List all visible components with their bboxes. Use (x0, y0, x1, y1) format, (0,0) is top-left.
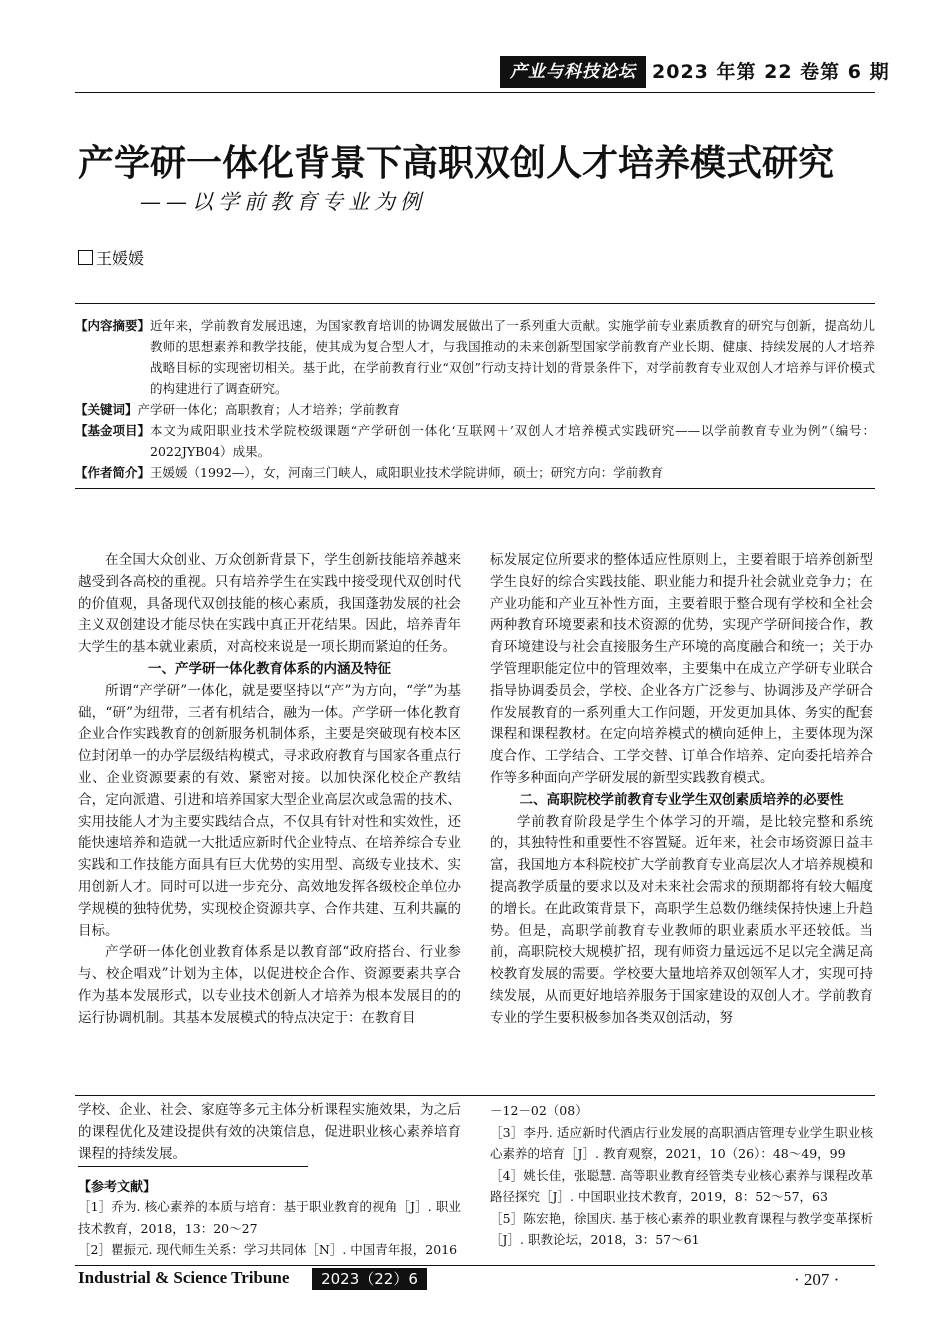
author-bio-text: 王媛媛（1992—），女，河南三门峡人，咸阳职业技术学院讲师，硕士；研究方向：学前教育 (150, 465, 664, 480)
body-left-column (78, 550, 461, 1030)
references-left (78, 1196, 461, 1261)
reference-item: ［1］乔为. 核心素养的本质与培育：基于职业教育的视角［J］. 职业技术教育，2018，13：20～27 (78, 1199, 461, 1236)
article-subtitle: ——以学前教育专业为例 (140, 190, 426, 214)
keywords-label: 【关键词】 (75, 402, 138, 417)
body-paragraph: 所谓“产学研”一体化，就是要坚持以“产”为方向，“学”为基础，“研”为纽带，三者有机结合，融为一体。产学研一体化教育企业合作实践教育的创新服务机制体系，主要是突破现有校本区位封闭单一的办学层级结构模式，寻求政府教育与国家各重点行业、企业资源要素的有效、紧密对接。以加快深化校企产教结合，定向派遣、引进和培养国家大型企业高层次或急需的技术、实用技能人才为主要实践结合点，不仅具有针对性和实效性，还能快速培养和造就一大批适应新时代企业特点、在培养综合专业实践和工作技能方面具有巨大优势的实用型、高级专业技术、实用创新人才。同时可以进一步充分、高效地发挥各级校企单位办学规模的独特优势，实现校企资源共享、合作共建、互利共赢的目标。 (78, 682, 461, 939)
body-paragraph: 学前教育阶段是学生个体学习的开端，是比较完整和系统的，其独特性和重要性不容置疑。近年来，社会市场资源日益丰富，我国地方本科院校扩大学前教育专业高层次人才培养规模和提高教学质量的要求以及对未来社会需求的预期都将有较大幅度的增长。在此政策背景下，高职学生总数仍继续保持快速上升趋势。但是，高职学前教育专业教师的职业素质水平还较低。当前，高职院校大规模扩招，现有师资力量远远不足以完全满足高校教育发展的需要。学校要大量地培养双创领军人才，实现可持续发展，从而更好地培养服务于国家建设的双创人才。学前教育专业的学生要积极参加各类双创活动，努 (490, 813, 873, 1026)
body-paragraph: 产学研一体化创业教育体系是以教育部“政府搭台、行业参与、校企唱戏”计划为主体，以促进校企合作、资源要素共享合作为基本发展形式，以专业技术创新人才培养为根本发展目的的运行协调机制。其基本发展模式的特点决定于：在教育目 (78, 944, 461, 1026)
section-heading-2: 二、高职院校学前教育专业学生双创素质培养的必要性 (519, 791, 844, 808)
continued-text (78, 1100, 461, 1165)
issue-label: 2023 年第 22 卷第 6 期 (652, 61, 890, 83)
body-right-column (490, 550, 873, 1030)
section-divider (75, 1095, 875, 1096)
fund-label: 【基金项目】 (75, 423, 151, 438)
author-name: 王媛媛 (96, 249, 145, 268)
meta-top-rule (75, 303, 875, 304)
references-right (490, 1100, 873, 1251)
reference-item: ［3］李丹. 适应新时代酒店行业发展的高职酒店管理专业学生职业核心素养的培育［J］. 教育观察，2021，10（26）：48～49，99 (490, 1124, 873, 1161)
body-paragraph: 在全国大众创业、万众创新背景下，学生创新技能培养越来越受到各高校的重视。只有培养学生在实践中接受现代双创时代的价值观，具备现代双创技能的核心素质，我国蓬勃发展的社会主义双创建设才能尽快在实践中真正开花结果。因此，培养青年大学生的基本就业素质，对高校来说是一项长期而紧迫的任务。 (78, 552, 461, 656)
fund-row (75, 420, 875, 462)
references-title: 【参考文献】 (78, 1180, 157, 1195)
author-bio-row (75, 462, 875, 483)
abstract-label: 【内容摘要】 (75, 318, 151, 333)
author-line (78, 246, 144, 269)
keywords-row (75, 399, 875, 420)
footer-issue-box: 2023（22）6 (312, 1268, 427, 1290)
references-rule (78, 1166, 308, 1167)
author-bio-label: 【作者简介】 (75, 465, 151, 480)
body-paragraph: 学校、企业、社会、家庭等多元主体分析课程实施效果，为之后的课程优化及建设提供有效的决策信息，促进职业核心素养培育课程的持续发展。 (78, 1102, 461, 1162)
reference-item: ［2］瞿振元. 现代师生关系：学习共同体［N］. 中国青年报，2016 (78, 1242, 458, 1257)
footer-rule (75, 1265, 875, 1266)
journal-name-cn: 产业与科技论坛 (500, 56, 646, 88)
reference-item: ［5］陈宏艳，徐国庆. 基于核心素养的职业教育课程与教学变革探析［J］. 职教论坛，2018，3：57～61 (490, 1210, 873, 1247)
abstract-text: 近年来，学前教育发展迅速，为国家教育培训的协调发展做出了一系列重大贡献。实施学前专业素质教育的研究与创新，提高幼儿教师的思想素养和教学技能，使其成为复合型人才，与我国推动的未来创新型国家学前教育产业长期、健康、持续发展的人才培养战略目标的实现密切相关。基于此，在学前教育行业“双创”行动支持计划的背景条件下，对学前教育专业双创人才培养与评价模式的构建进行了调查研究。 (150, 318, 875, 396)
abstract-row (75, 315, 875, 399)
reference-item: ［4］姚长佳，张聪慧. 高等职业教育经管类专业核心素养与课程改革路径探究［J］. 中国职业技术教育，2019，8：52～57，63 (490, 1167, 873, 1204)
header-rule (75, 92, 875, 93)
reference-item: －12－02（08） (490, 1103, 588, 1118)
journal-name-en: Industrial & Science Tribune (78, 1268, 290, 1287)
square-icon (78, 250, 93, 265)
body-paragraph: 标发展定位所要求的整体适应性原则上，主要着眼于培养创新型学生良好的综合实践技能、职业能力和提升社会就业竞争力；在产业功能和产业互补性方面，主要着眼于整合现有学校和全社会两种教育环境要素和技术资源的优势，实现产学研间接合作，教育环境建设与社会直接服务生产环境的高度融合和统一；关于办学管理职能定位中的管理效率，主要集中在成立产学研专业联合指导协调委员会，学校、企业各方广泛参与、协调涉及产学研合作发展教育的一系列重大工作问题，开发更加具体、务实的配套课程和课程教材。在定向培养模式的横向延伸上，主要体现为深度合作、工学结合、工学交替、订单合作培养、定向委托培养合作等多种面向产学研发展的新型实践教育模式。 (490, 552, 873, 786)
fund-text: 本文为咸阳职业技术学院校级课题“产学研创一体化‘互联网＋’双创人才培养模式实践研究——以学前教育专业为例”（编号：2022JYB04）成果。 (150, 423, 875, 459)
meta-bottom-rule (75, 488, 875, 489)
meta-block (75, 315, 875, 483)
section-heading-1: 一、产学研一体化教育体系的内涵及特征 (148, 660, 391, 677)
keywords-text: 产学研一体化；高职教育；人才培养；学前教育 (137, 402, 401, 417)
article-title: 产学研一体化背景下高职双创人才培养模式研究 (78, 142, 835, 184)
page-number: · 207 · (794, 1270, 840, 1289)
